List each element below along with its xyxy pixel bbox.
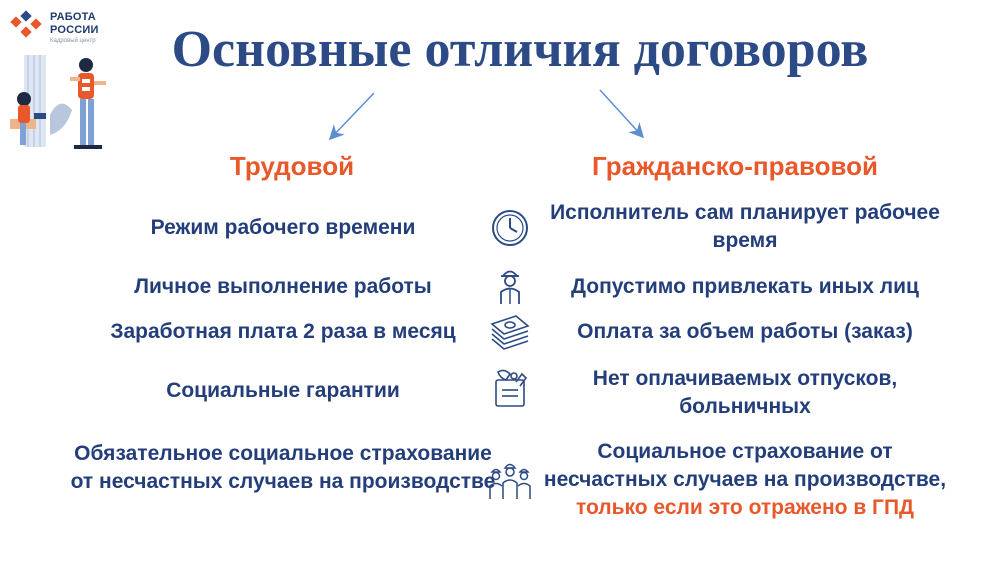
row-4-left: Социальные гарантии	[166, 379, 400, 402]
row-5-right-accent: только если это отражено в ГПД	[575, 496, 915, 519]
row-5-right-main-line3: производстве,	[794, 468, 947, 491]
row-1-right: Исполнитель сам планирует рабочее время	[550, 201, 940, 252]
column-heading-civil: Гражданско-правовой	[592, 151, 878, 181]
row-2-right: Допустимо привлекать иных лиц	[571, 275, 919, 298]
arrow-left-icon	[331, 93, 374, 138]
row-3-right: Оплата за объем работы (заказ)	[577, 320, 913, 343]
brand-logo	[8, 8, 118, 52]
money-stack-icon	[488, 310, 532, 354]
brand-diamond-icon	[8, 8, 46, 46]
row-5-left: Обязательное социальное страхование от несчастных случаев на производстве	[70, 442, 496, 493]
logo-line-2: РОССИИ	[50, 24, 99, 36]
row-3-left: Заработная плата 2 раза в месяц	[110, 320, 456, 343]
logo-line-1: РАБОТА	[50, 11, 96, 23]
people-illustration	[10, 55, 115, 155]
row-1-left: Режим рабочего времени	[150, 216, 416, 239]
arrow-right-icon	[600, 90, 642, 136]
page-title: Основные отличия договоров	[171, 21, 869, 78]
worker-icon	[488, 264, 532, 308]
clock-icon	[488, 206, 532, 250]
row-4-right: Нет оплачиваемых отпусков, больничных	[592, 367, 898, 418]
team-icon	[488, 459, 532, 503]
logo-subtitle: Кадровый центр	[50, 38, 96, 44]
sick-leave-icon	[488, 366, 532, 410]
row-5-right	[540, 438, 950, 522]
row-2-left: Личное выполнение работы	[134, 275, 432, 298]
column-heading-labor: Трудовой	[229, 151, 355, 181]
row-5-right-main: Социальное страхование от несчастных случаев на	[543, 440, 893, 491]
